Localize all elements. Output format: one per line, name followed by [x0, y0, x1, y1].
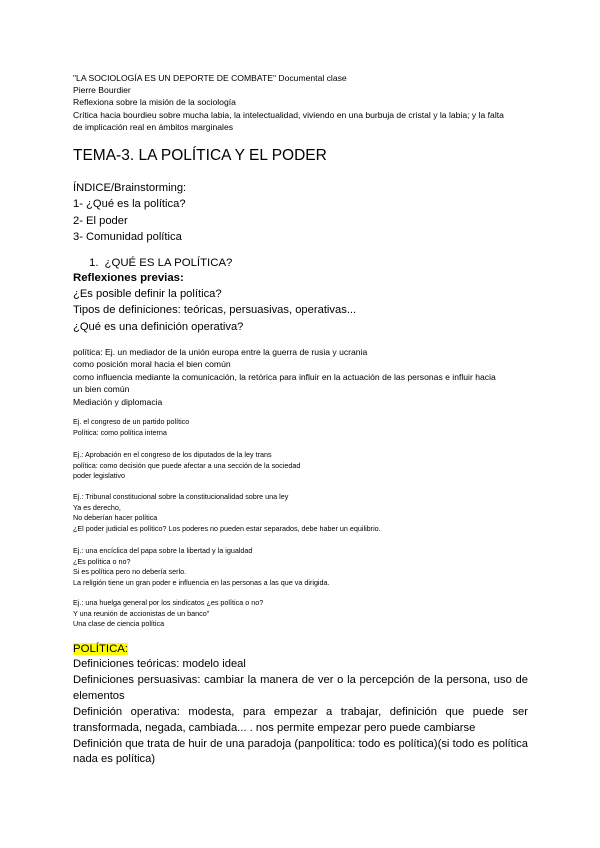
example-line: Si es política pero no debería serlo.	[73, 567, 187, 577]
example-line: ¿Es política o no?	[73, 556, 131, 566]
index-item: 2- El poder	[73, 214, 128, 227]
definition-line: Mediación y diplomacia	[73, 396, 163, 407]
politica-definitions	[73, 657, 528, 768]
page-title: TEMA-3. LA POLÍTICA Y EL PODER	[73, 147, 327, 164]
example-line: Ej. el congreso de un partido político	[73, 417, 190, 426]
questions-list	[73, 286, 533, 335]
definition-paragraph: Definición que trata de huir de una paradoja (panpolítica: todo es política)(si todo es política nada es política)	[73, 737, 528, 766]
intro-line: Crítica hacia bourdieu sobre mucha labia, la intelectualidad, viviendo en una burbuja de cristal y la labia; y la falta	[73, 109, 504, 120]
intro-notes	[73, 72, 533, 133]
definition-paragraph: Definiciones teóricas: modelo ideal	[73, 658, 246, 670]
example-line: Una clase de ciencia política	[73, 619, 165, 629]
example-block	[73, 546, 533, 588]
example-line: Ej.: Tribunal constitucional sobre la constitucionalidad sobre una ley	[73, 492, 289, 501]
example-block	[73, 598, 533, 630]
question-line: ¿Es posible definir la política?	[73, 288, 222, 300]
index-heading: ÍNDICE/Brainstorming:	[73, 182, 187, 194]
question-line: ¿Qué es una definición operativa?	[73, 320, 244, 333]
example-block	[73, 492, 533, 534]
example-block	[73, 417, 533, 438]
example-line: poder legislativo	[73, 471, 125, 481]
section-heading	[73, 255, 533, 271]
definition-paragraph: Definición operativa: modesta, para empezar a trabajar, definición que puede ser transformada, negada, cambiada... . nos permite empezar pero puede cambiarse	[73, 705, 528, 734]
example-line: política: como decisión que puede afectar a una sección de la sociedad	[73, 460, 301, 470]
section-number: 1.	[89, 257, 99, 269]
highlighted-heading: POLÍTICA:	[73, 643, 129, 655]
section-title: ¿QUÉ ES LA POLÍTICA?	[104, 257, 233, 269]
definition-notes	[73, 346, 533, 408]
definition-paragraph: Definiciones persuasivas: cambiar la manera de ver o la percepción de la persona, uso de elementos	[73, 673, 528, 702]
subheading: Reflexiones previas:	[73, 272, 184, 284]
definition-line: como influencia mediante la comunicación, la retórica para influir en la actuación de las personas e influir hacia	[73, 371, 496, 382]
example-block	[73, 450, 533, 482]
definition-line: como posición moral hacia el bien común	[73, 359, 231, 370]
intro-line: Pierre Bourdier	[73, 85, 131, 96]
example-line: ¿El poder judicial es político? Los poderes no pueden estar separados, debe haber un equilibrio.	[73, 523, 381, 533]
politica-heading	[73, 642, 533, 657]
example-line: Ej.: una huelga general por los sindicatos ¿es política o no?	[73, 598, 264, 607]
example-line: Ej.: una encíclica del papa sobre la libertad y la igualdad	[73, 546, 253, 555]
example-line: Ej.: Aprobación en el congreso de los diputados de la ley trans	[73, 450, 272, 459]
index-list	[73, 180, 533, 245]
question-line: Tipos de definiciones: teóricas, persuasivas, operativas...	[73, 304, 357, 317]
index-item: 1- ¿Qué es la política?	[73, 198, 186, 211]
intro-line: de implicación real en ámbitos marginales	[73, 121, 234, 132]
intro-line: Reflexiona sobre la misión de la sociología	[73, 97, 236, 108]
example-line: Y una reunión de accionistas de un banco"	[73, 608, 210, 618]
index-item: 3- Comunidad política	[73, 230, 182, 243]
example-line: La religión tiene un gran poder e influencia en las personas a las que va dirigida.	[73, 577, 330, 587]
definition-line: un bien común	[73, 384, 130, 395]
example-line: Ya es derecho,	[73, 502, 121, 512]
example-line: No deberían hacer política	[73, 513, 158, 523]
definition-line: política: Ej. un mediador de la unión europa entre la guerra de rusia y ucrania	[73, 347, 368, 357]
example-line: Política: como política interna	[73, 427, 167, 437]
intro-line: "LA SOCIOLOGÍA ES UN DEPORTE DE COMBATE" Documental clase	[73, 73, 347, 83]
